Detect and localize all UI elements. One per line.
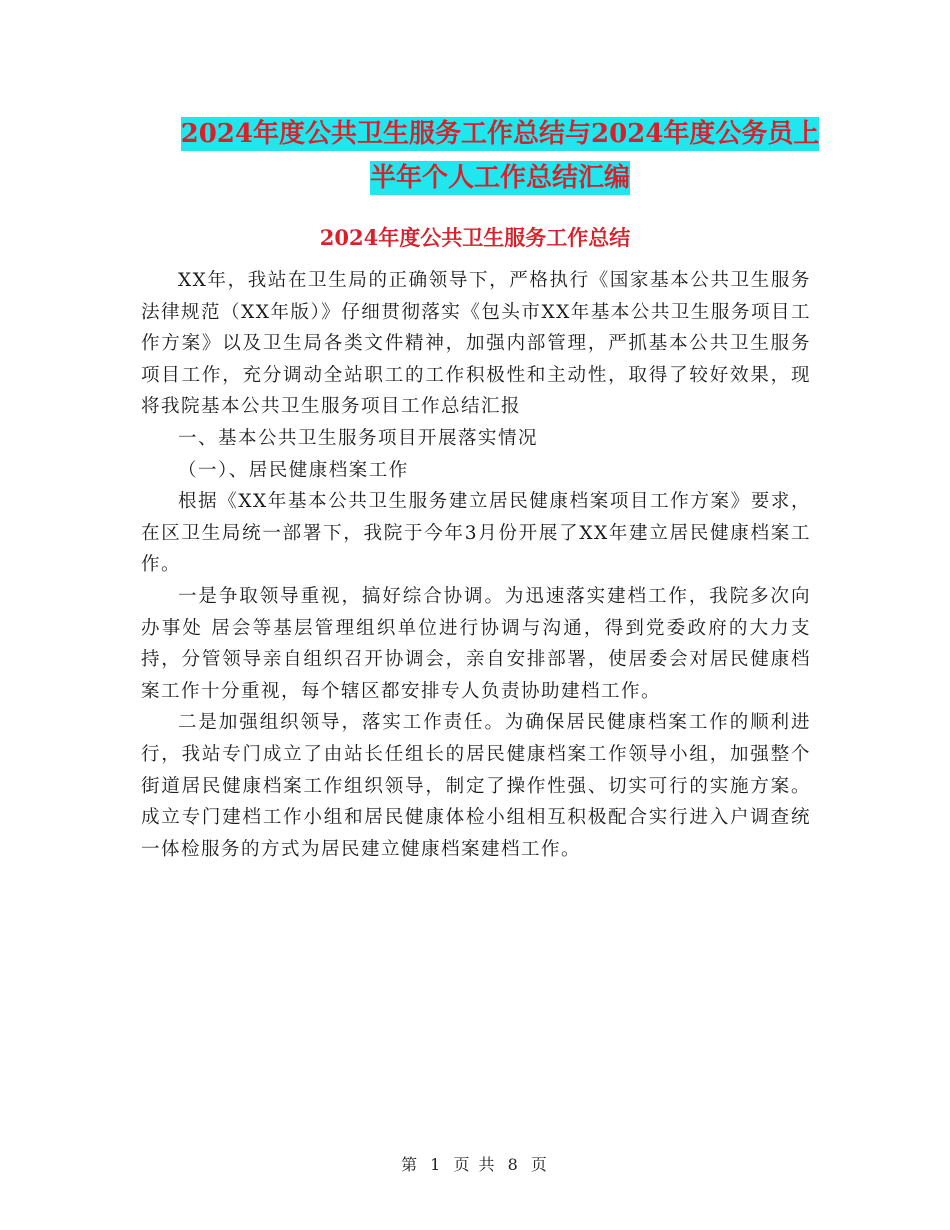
footer-middle: 页 共: [453, 1155, 497, 1174]
footer-suffix: 页: [530, 1155, 549, 1174]
heading-level-1: 一、基本公共卫生服务项目开展落实情况: [178, 427, 539, 449]
paragraph-point-one: 一是争取领导重视，搞好综合协调。为迅速落实建档工作，我院多次向办事处 居会等基层管理组织单位进行协调与沟通，得到党委政府的大力支持，分管领导亲自组织召开协调会，亲自安排部署，使居委会对居民健康档案工作十分重视，每个辖区都安排专人负责协助建档工作。: [141, 585, 811, 702]
paragraph-basis: 根据《XX年基本公共卫生服务建立居民健康档案项目工作方案》要求，在区卫生局统一部署下，我院于今年3月份开展了XX年建立居民健康档案工作。: [141, 491, 811, 576]
footer-total-pages: 8: [507, 1155, 520, 1174]
heading-level-2: （一）、居民健康档案工作: [178, 459, 409, 481]
paragraph-point-two: 二是加强组织领导，落实工作责任。为确保居民健康档案工作的顺利进行，我站专门成立了由站长任组长的居民健康档案工作领导小组，加强整个街道居民健康档案工作组织领导，制定了操作性强、切实可行的实施方案。成立专门建档工作小组和居民健康体检小组相互积极配合实行进入户调查统一体检服务的方式为居民建立健康档案建档工作。: [141, 712, 811, 860]
footer-prefix: 第: [401, 1155, 420, 1174]
document-body: [141, 265, 811, 865]
page-footer: [0, 1152, 950, 1175]
document-title: [130, 112, 870, 200]
paragraph-intro: XX年，我站在卫生局的正确领导下，严格执行《国家基本公共卫生服务法律规范（XX年版）》仔细贯彻落实《包头市XX年基本公共卫生服务项目工作方案》以及卫生局各类文件精神，加强内部管理，严抓基本公共卫生服务项目工作，充分调动全站职工的工作积极性和主动性，取得了较好效果，现将我院基本公共卫生服务项目工作总结汇报: [141, 270, 811, 418]
document-title-line-1: 2024年度公共卫生服务工作总结与2024年度公务员上: [180, 119, 820, 149]
document-title-line-2: 半年个人工作总结汇编: [369, 163, 630, 193]
footer-current-page: 1: [430, 1155, 443, 1174]
section-title: 2024年度公共卫生服务工作总结: [319, 225, 631, 250]
